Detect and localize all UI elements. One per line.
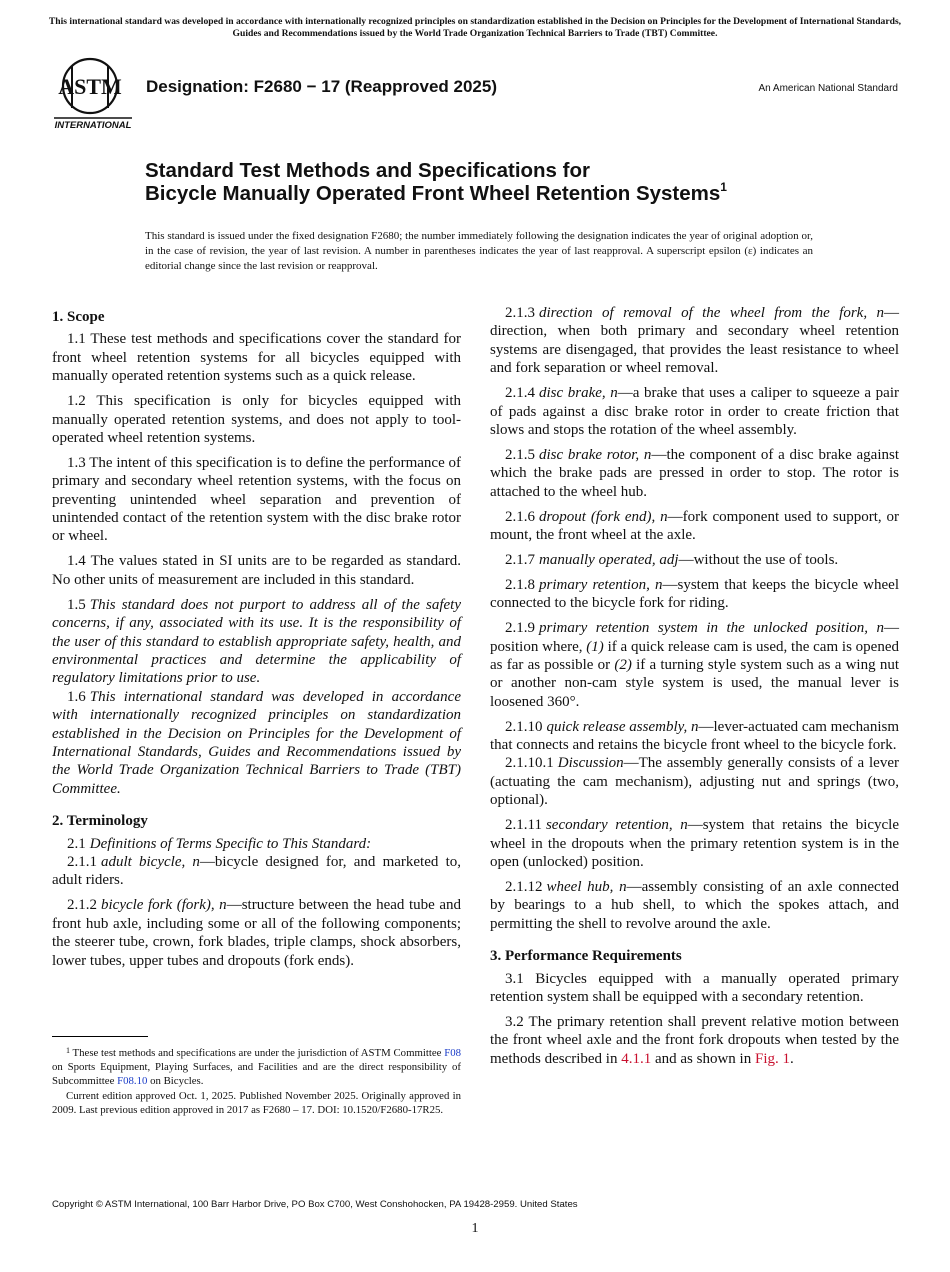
para-2-1-1: 2.1.1 adult bicycle, n—bicycle designed for, and marketed to, adult riders.: [52, 853, 461, 889]
page-number: 1: [471, 1221, 479, 1236]
tbt-notice: This international standard was developed in accordance with internationally recognized principles on standardization established in the Decision on Principles for the Development of International Standards, Guides and Recommendations issued by the World Trade Organization Technical Barriers to Trade (TBT) Committee.: [48, 16, 902, 39]
left-column: [52, 304, 461, 976]
para-1-6: 1.6 This international standard was developed in accordance with internationally recognized principles on standardization established in the Decision on Principles for the Development of International Standards, Guides and Recommendations issued by the World Trade Organization Technical Barriers to Trade (TBT) Committee.: [52, 688, 461, 797]
para-2-1-12: 2.1.12 wheel hub, n—assembly consisting of an axle connected by bearings to a hub shell, to which the spokes attach, and permitting the shell to revolve around the axle.: [490, 878, 899, 932]
footnote-edition: Current edition approved Oct. 1, 2025. Published November 2025. Originally approved in 2009. Last previous edition approved in 2017 as F2680 – 17. DOI: 10.1520/F2680-17R25.: [52, 1089, 461, 1116]
para-2-1-10: 2.1.10 quick release assembly, n—lever-actuated cam mechanism that connects and retains the bicycle front wheel to the bicycle fork.: [490, 718, 899, 754]
para-2-1-9: 2.1.9 primary retention system in the unlocked position, n—position where, (1) if a quick release cam is used, the cam is opened as far as possible or (2) if a turning style system such as a wing nut or another non-cam style system is used, the manual lever is loosened 360°.: [490, 620, 900, 710]
para-1-3: 1.3 The intent of this specification is to define the performance of primary and secondary wheel retention systems, with the focus on preventing unintended wheel separation and prevention of unintended contact of the retention system with the disc brake rotor or wheel.: [52, 454, 461, 545]
footnote: [52, 1046, 461, 1117]
figure-1-link[interactable]: Fig. 1: [754, 1050, 790, 1067]
copyright: Copyright © ASTM International, 100 Barr Harbor Drive, PO Box C700, West Conshohocken, PA 19428-2959. United States: [52, 1199, 578, 1210]
subcommittee-f08-10-link[interactable]: F08.10: [117, 1075, 148, 1088]
right-column: [490, 304, 899, 1075]
footnote-divider: [52, 1036, 148, 1037]
para-1-2: 1.2 This specification is only for bicycles equipped with manually operated retention systems, and does not apply to tool-operated wheel retention systems.: [52, 393, 461, 446]
para-2-1-7: 2.1.7 manually operated, adj—without the use of tools.: [505, 551, 839, 568]
title-line-2: Bicycle Manually Operated Front Wheel Retention Systems: [145, 182, 721, 205]
para-2-1-6: 2.1.6 dropout (fork end), n—fork component used to support, or mount, the front wheel at the axle.: [490, 508, 899, 543]
para-3-2: 3.2 The primary retention shall prevent relative motion between the front wheel axle and the front fork dropouts when tested by the methods described in 4.1.1 and as shown in Fig. 1.: [490, 1013, 899, 1067]
title-line-1: Standard Test Methods and Specifications for: [145, 159, 590, 182]
committee-f08-link[interactable]: F08: [444, 1047, 461, 1059]
para-2-1-11: 2.1.11 secondary retention, n—system that retains the bicycle wheel in the dropouts when the primary retention system is in the open (unlocked) position.: [490, 817, 900, 870]
section-4-1-1-link[interactable]: 4.1.1: [621, 1050, 652, 1067]
title-footnote-mark[interactable]: 1: [720, 180, 727, 194]
scope-heading: 1. Scope: [52, 309, 105, 325]
logo-text: ASTM: [58, 74, 122, 99]
issued-note: This standard is issued under the fixed designation F2680; the number immediately following the designation indicates the year of original adoption or, in the case of revision, the year of last revision. A number in parentheses indicates the year of last reapproval. A superscript epsilon (ε) indicates an editorial change since the last revision or reapproval.: [145, 230, 813, 272]
designation: Designation: F2680 − 17 (Reapproved 2025): [146, 77, 497, 96]
astm-logo: [52, 56, 136, 132]
terminology-heading: 2. Terminology: [52, 813, 148, 830]
para-1-4: 1.4 The values stated in SI units are to be regarded as standard. No other units of measurement are included in this standard.: [52, 553, 461, 588]
para-2-1-2: 2.1.2 bicycle fork (fork), n—structure between the head tube and front hub axle, including some or all of the following components; the steerer tube, crown, fork blades, triple clamps, shock absorbers, lower tubes, upper tubes and dropouts (fork ends).: [52, 897, 462, 969]
footnote-jurisdiction: $^1$ These test methods and specifications are under the jurisdiction of ASTM Committee F08 on Sports Equipment, Playing Surfaces, and Facilities and are the direct responsibility of Subcommittee F08.10 on Bicycles.: [52, 1046, 461, 1088]
performance-heading: 3. Performance Requirements: [490, 948, 682, 965]
para-2-1: 2.1 Definitions of Terms Specific to This Standard:: [67, 835, 372, 852]
para-1-5: 1.5 This standard does not purport to address all of the safety concerns, if any, associated with its use. It is the responsibility of the user of this standard to establish appropriate safety, health, and environmental practices and determine the applicability of regulatory limitations prior to use.: [52, 596, 461, 687]
national-standard-label: An American National Standard: [758, 83, 898, 94]
para-1-1: 1.1 These test methods and specifications cover the standard for front wheel retention systems for all bicycles equipped with manually operated retention systems such as a quick release.: [52, 331, 461, 385]
para-2-1-8: 2.1.8 primary retention, n—system that keeps the bicycle wheel connected to the bicycle fork for riding.: [490, 576, 899, 612]
para-2-1-4: 2.1.4 disc brake, n—a brake that uses a caliper to squeeze a pair of pads against a disc brake rotor in order to create friction that slows and stops the rotation of the wheel assembly.: [490, 385, 899, 438]
para-2-1-10-1: 2.1.10.1 Discussion—The assembly generally consists of a lever (actuating the cam mechanism), adjusting nut and springs (two, optional).: [490, 755, 899, 809]
para-2-1-5: 2.1.5 disc brake rotor, n—the component of a disc brake against which the brake pads are pressed in order to stop. The rotor is attached to the wheel hub.: [490, 446, 899, 500]
para-3-1: 3.1 Bicycles equipped with a manually operated primary retention system shall be equipped with a secondary retention.: [490, 970, 899, 1005]
para-2-1-3: 2.1.3 direction of removal of the wheel from the fork, n—direction, when both primary and secondary wheel retention systems are disengaged, that provides the least resistance to wheel and fork separation or wheel removal.: [490, 305, 899, 377]
document-title: [145, 159, 865, 205]
logo-subtext: INTERNATIONAL: [54, 120, 132, 131]
